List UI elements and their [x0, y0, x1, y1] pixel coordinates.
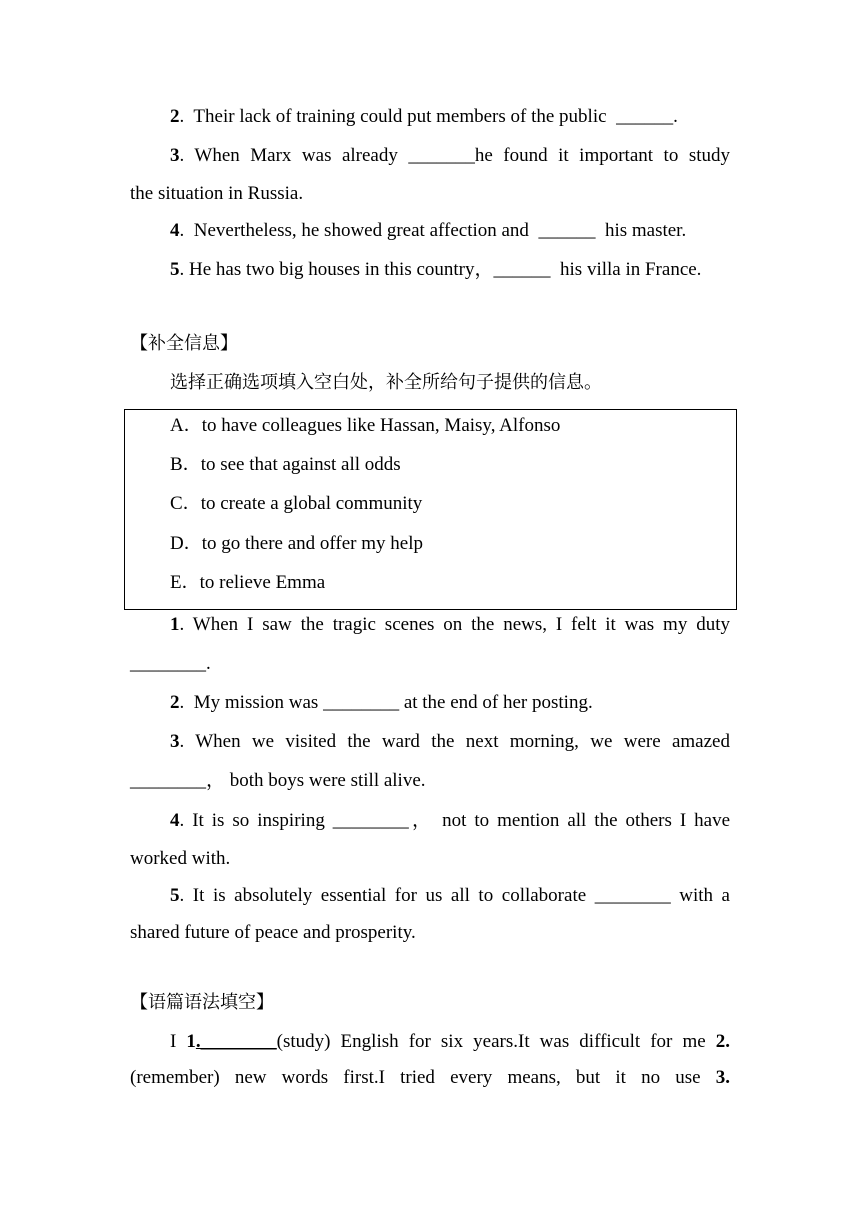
option-b: B．to see that against all odds: [170, 454, 401, 475]
fill-question-1: 1. When I saw the tragic scenes on the news, I felt it was my duty: [170, 614, 730, 635]
answer-blank: ______: [538, 220, 596, 241]
fill-question-4-continuation: worked with.: [130, 848, 231, 869]
question-2: 2. Their lack of training could put members of the public ______.: [170, 106, 678, 127]
fill-question-4: 4. It is so inspiring ________， not to mention all the others I have: [170, 810, 731, 831]
option-c: C．to create a global community: [170, 493, 423, 514]
question-5: 5. He has two big houses in this country，______ his villa in France.: [170, 259, 702, 280]
question-number: 4: [170, 810, 180, 831]
blank-number: 2: [715, 1031, 726, 1052]
question-3-continuation: the situation in Russia.: [130, 183, 304, 204]
option-d: D．to go there and offer my help: [170, 533, 423, 554]
question-number: 1: [170, 614, 180, 635]
section-heading-grammar-fill: 【语篇语法填空】: [130, 992, 274, 1013]
option-a: A．to have colleagues like Hassan, Maisy, Alfonso: [170, 415, 561, 436]
blank-number: 1: [186, 1031, 196, 1052]
question-4: 4. Nevertheless, he showed great affection and ______ his master.: [170, 220, 687, 241]
blank-number: 3: [715, 1067, 726, 1088]
grammar-line-1: I 1.________(study) English for six years.It was difficult for me 2.: [170, 1031, 731, 1052]
question-number: 5: [170, 885, 180, 906]
answer-blank: .________: [195, 1031, 277, 1052]
answer-blank: ______: [493, 259, 551, 280]
fill-question-1-continuation: ________.: [130, 653, 211, 674]
section-instruction: 选择正确选项填入空白处，补全所给句子提供的信息。: [170, 372, 602, 393]
question-3: 3. When Marx was already _______he found it important to study: [170, 145, 730, 166]
section-heading-complete-info: 【补全信息】: [130, 333, 238, 354]
fill-question-2: 2. My mission was ________ at the end of her posting.: [170, 692, 593, 713]
fill-question-3: 3. When we visited the ward the next morning, we were amazed: [170, 731, 730, 752]
answer-blank: ______: [616, 106, 674, 127]
question-number: 2: [170, 106, 180, 127]
question-number: 3: [170, 731, 180, 752]
option-e: E．to relieve Emma: [170, 572, 326, 593]
fill-question-3-continuation: ________， both boys were still alive.: [130, 770, 426, 791]
fill-question-5: 5. It is absolutely essential for us all to collaborate ________ with a: [170, 885, 730, 906]
question-number: 3: [170, 145, 180, 166]
question-number: 4: [170, 220, 180, 241]
fill-question-5-continuation: shared future of peace and prosperity.: [130, 922, 416, 943]
answer-blank: _______: [408, 145, 475, 166]
question-number: 2: [170, 692, 180, 713]
question-number: 5: [170, 259, 180, 280]
grammar-line-2: (remember) new words first.I tried every means, but it no use 3.: [130, 1067, 730, 1088]
